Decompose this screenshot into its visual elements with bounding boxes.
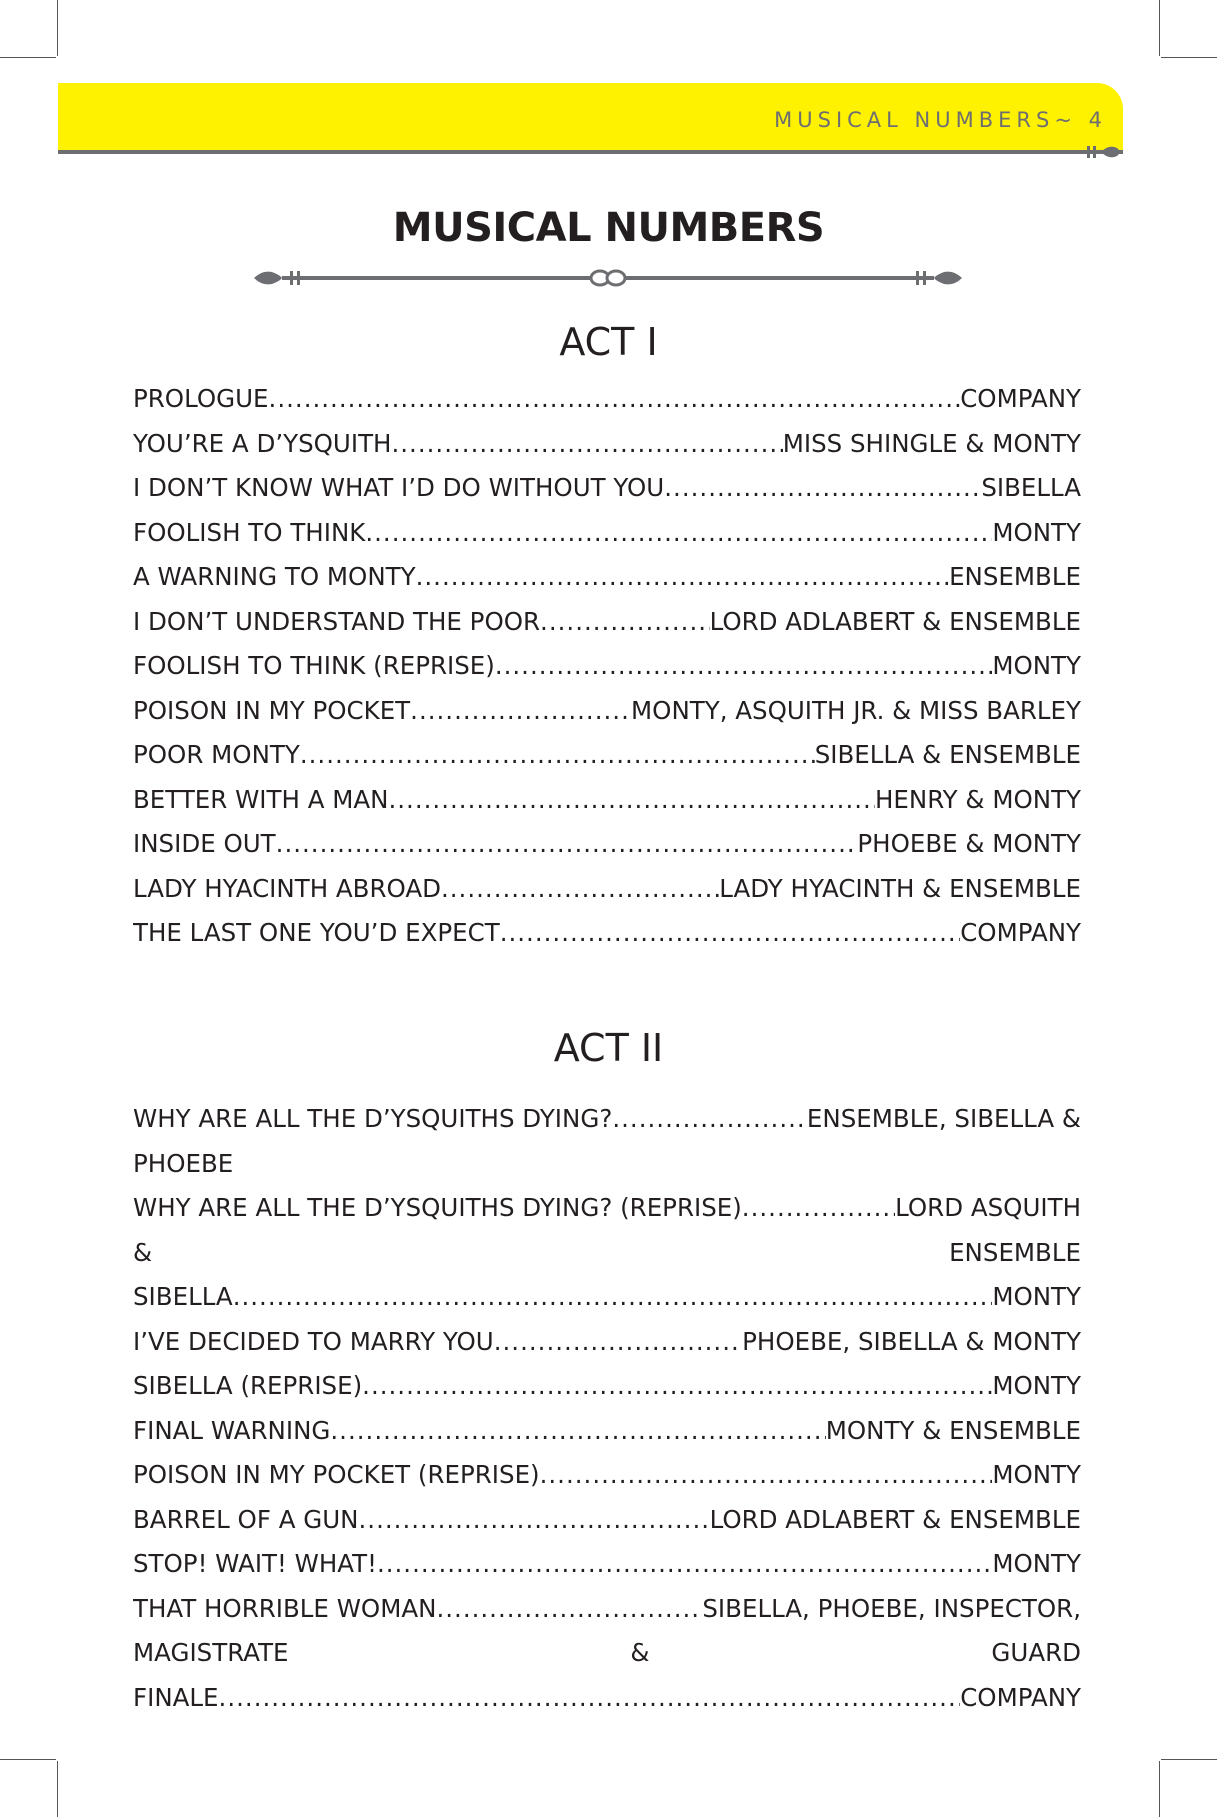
song-line <box>133 1275 1081 1320</box>
song-line <box>133 733 1081 778</box>
song-performer: MONTY & ENSEMBLE <box>825 1415 1081 1445</box>
song-title: POOR MONTY <box>133 740 300 769</box>
song-line <box>133 555 1081 600</box>
dot-leader <box>436 1587 702 1632</box>
page-number: 4 <box>1088 108 1107 132</box>
header-rule <box>58 150 1123 154</box>
song-line <box>133 1320 1081 1365</box>
song-entry <box>133 867 1081 912</box>
song-line <box>133 511 1081 556</box>
crop-mark <box>0 57 56 58</box>
song-line <box>133 911 1081 956</box>
song-performer: ENSEMBLE, SIBELLA & <box>806 1104 1081 1133</box>
song-title: INSIDE OUT <box>133 829 276 858</box>
song-entry <box>133 689 1081 734</box>
song-list-act-2 <box>133 1097 1081 1720</box>
song-performer: MONTY <box>992 1282 1081 1311</box>
song-performer: PHOEBE, SIBELLA & MONTY <box>742 1326 1081 1356</box>
song-entry <box>133 466 1081 511</box>
dot-leader <box>330 1409 825 1454</box>
song-entry <box>133 1409 1081 1454</box>
crop-mark <box>1161 57 1217 58</box>
song-performer: MONTY <box>992 1371 1081 1400</box>
dot-leader <box>377 1542 992 1587</box>
song-performer: MONTY <box>992 651 1081 680</box>
dot-leader <box>276 822 858 867</box>
song-performer-continuation: PHOEBE <box>133 1148 234 1178</box>
song-entry <box>133 911 1081 956</box>
song-title: POISON IN MY POCKET <box>133 695 411 725</box>
song-title: POISON IN MY POCKET (REPRISE) <box>133 1460 540 1489</box>
song-list-act-1 <box>133 377 1081 956</box>
dot-leader <box>365 511 992 556</box>
song-line <box>133 422 1081 467</box>
song-title: I DON’T UNDERSTAND THE POOR <box>133 606 541 636</box>
song-title: FINAL WARNING <box>133 1415 331 1445</box>
song-line <box>133 1676 1081 1721</box>
crop-mark <box>57 0 58 56</box>
song-performer: MONTY <box>992 1549 1081 1578</box>
dot-leader <box>269 377 961 422</box>
dot-leader <box>540 600 710 645</box>
song-entry <box>133 511 1081 556</box>
song-title: WHY ARE ALL THE D’YSQUITHS DYING? <box>133 1104 613 1133</box>
crop-mark <box>0 1759 56 1760</box>
song-title: SIBELLA (REPRISE) <box>133 1371 363 1400</box>
song-entry <box>133 733 1081 778</box>
song-title: FOOLISH TO THINK <box>133 517 366 547</box>
song-line <box>133 822 1081 867</box>
song-title: YOU’RE A D’YSQUITH <box>133 428 392 458</box>
dot-leader <box>359 1498 710 1543</box>
song-title: BARREL OF A GUN <box>133 1504 359 1534</box>
song-entry <box>133 778 1081 823</box>
song-performer: HENRY & MONTY <box>874 784 1081 814</box>
song-performer: SIBELLA <box>981 473 1081 502</box>
crop-mark <box>57 1761 58 1817</box>
song-entry <box>133 1498 1081 1543</box>
song-line <box>133 1542 1081 1587</box>
title-ornament-icon <box>254 266 962 290</box>
dot-leader <box>494 1320 742 1365</box>
song-performer: SIBELLA, PHOEBE, INSPECTOR, <box>702 1593 1081 1623</box>
song-entry <box>133 377 1081 422</box>
song-title: LADY HYACINTH ABROAD <box>133 873 441 903</box>
running-header <box>774 108 1107 132</box>
act-heading: ACT I <box>559 320 658 364</box>
song-line <box>133 1498 1081 1543</box>
song-entry <box>133 1097 1081 1186</box>
song-performer: LORD ADLABERT & ENSEMBLE <box>709 606 1081 636</box>
page-title: MUSICAL NUMBERS <box>392 205 825 251</box>
dot-leader <box>410 689 631 734</box>
song-entry <box>133 555 1081 600</box>
crop-mark <box>1161 1759 1217 1760</box>
song-line <box>133 778 1081 823</box>
song-entry <box>133 422 1081 467</box>
song-entry <box>133 1320 1081 1365</box>
dot-leader <box>742 1186 895 1231</box>
song-title: THAT HORRIBLE WOMAN <box>133 1593 437 1623</box>
crop-mark <box>1159 0 1160 56</box>
song-title: SIBELLA <box>133 1282 233 1311</box>
song-performer: COMPANY <box>960 384 1081 413</box>
dot-leader <box>391 422 782 467</box>
running-title: MUSICAL NUMBERS <box>774 108 1055 132</box>
dot-leader <box>495 644 993 689</box>
dot-leader <box>540 1453 993 1498</box>
song-line <box>133 644 1081 689</box>
song-entry <box>133 822 1081 867</box>
song-title: I DON’T KNOW WHAT I’D DO WITHOUT YOU <box>133 473 665 502</box>
song-entry <box>133 600 1081 645</box>
song-performer: COMPANY <box>960 918 1081 947</box>
song-performer: LORD ASQUITH <box>895 1193 1081 1222</box>
song-line <box>133 1097 1081 1142</box>
song-entry <box>133 1587 1081 1676</box>
dot-leader <box>664 466 981 511</box>
song-performer: MONTY <box>992 517 1081 547</box>
dot-leader <box>300 733 815 778</box>
song-entry <box>133 1542 1081 1587</box>
song-title: STOP! WAIT! WHAT! <box>133 1549 377 1578</box>
song-line <box>133 1186 1081 1231</box>
dot-leader <box>500 911 961 956</box>
song-title: BETTER WITH A MAN <box>133 784 389 814</box>
song-performer: SIBELLA & ENSEMBLE <box>814 740 1081 769</box>
song-title: FOOLISH TO THINK (REPRISE) <box>133 651 495 680</box>
song-line <box>133 600 1081 645</box>
song-title: A WARNING TO MONTY <box>133 562 416 591</box>
header-ornament-icon <box>1075 143 1125 161</box>
song-performer: COMPANY <box>960 1682 1081 1712</box>
song-title: PROLOGUE <box>133 384 269 413</box>
song-title: THE LAST ONE YOU’D EXPECT <box>133 918 500 947</box>
song-line <box>133 377 1081 422</box>
dot-leader <box>416 555 949 600</box>
song-entry <box>133 1275 1081 1320</box>
header-separator: ~ <box>1054 108 1089 132</box>
dot-leader <box>233 1275 993 1320</box>
song-line <box>133 689 1081 734</box>
dot-leader <box>612 1097 807 1142</box>
dot-leader <box>441 867 719 912</box>
song-performer: MONTY, ASQUITH JR. & MISS BARLEY <box>631 695 1081 725</box>
song-entry <box>133 644 1081 689</box>
song-entry <box>133 1676 1081 1721</box>
song-title: WHY ARE ALL THE D’YSQUITHS DYING? (REPRISE) <box>133 1193 742 1222</box>
song-entry <box>133 1364 1081 1409</box>
song-line <box>133 1364 1081 1409</box>
song-line <box>133 1409 1081 1454</box>
song-performer-continuation: & ENSEMBLE <box>133 1237 1081 1267</box>
song-performer: LADY HYACINTH & ENSEMBLE <box>719 873 1081 903</box>
song-entry <box>133 1453 1081 1498</box>
dot-leader <box>362 1364 992 1409</box>
dot-leader <box>219 1676 961 1721</box>
song-performer: MONTY <box>992 1460 1081 1489</box>
song-performer-continuation: MAGISTRATE & GUARD <box>133 1638 1081 1667</box>
song-performer: MISS SHINGLE & MONTY <box>782 428 1081 458</box>
song-line <box>133 466 1081 511</box>
song-performer: LORD ADLABERT & ENSEMBLE <box>709 1504 1081 1534</box>
song-entry <box>133 1186 1081 1275</box>
act-heading: ACT II <box>553 1026 664 1070</box>
song-title: FINALE <box>133 1682 219 1712</box>
crop-mark <box>1159 1761 1160 1817</box>
song-line <box>133 1453 1081 1498</box>
song-performer: ENSEMBLE <box>949 562 1081 591</box>
song-line <box>133 867 1081 912</box>
song-performer: PHOEBE & MONTY <box>857 829 1081 858</box>
dot-leader <box>388 778 875 823</box>
song-line <box>133 1587 1081 1632</box>
song-title: I’VE DECIDED TO MARRY YOU <box>133 1326 494 1356</box>
